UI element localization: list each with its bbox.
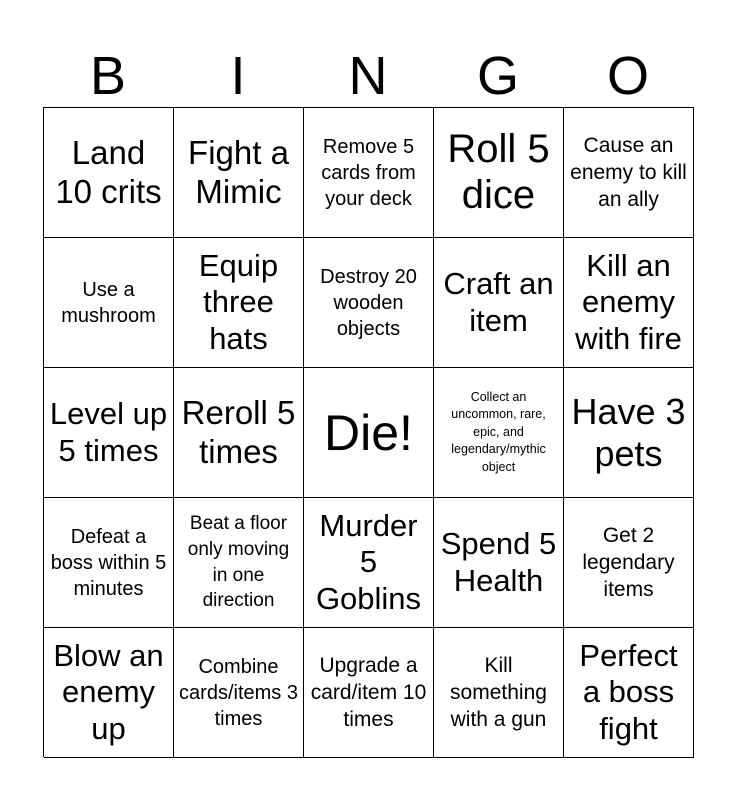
- free-space-cell[interactable]: Die!: [304, 368, 434, 498]
- bingo-cell[interactable]: Land 10 crits: [44, 108, 174, 238]
- bingo-cell[interactable]: Perfect a boss fight: [564, 628, 694, 758]
- bingo-cell[interactable]: Murder 5 Goblins: [304, 498, 434, 628]
- header-letter-g: G: [476, 46, 519, 106]
- bingo-board: [43, 107, 694, 757]
- bingo-cell[interactable]: Cause an enemy to kill an ally: [564, 108, 694, 238]
- bingo-cell[interactable]: Collect an uncommon, rare, epic, and legendary/mythic object: [434, 368, 564, 498]
- bingo-cell[interactable]: Reroll 5 times: [174, 368, 304, 498]
- bingo-cell[interactable]: Get 2 legendary items: [564, 498, 694, 628]
- bingo-cell[interactable]: Kill an enemy with fire: [564, 238, 694, 368]
- header-letter-n: N: [348, 46, 388, 106]
- header-letter-o: O: [606, 46, 649, 106]
- header-letter-i: I: [230, 46, 246, 106]
- header-letter-b: B: [89, 46, 127, 106]
- bingo-cell[interactable]: Have 3 pets: [564, 368, 694, 498]
- bingo-cell[interactable]: Roll 5 dice: [434, 108, 564, 238]
- bingo-cell[interactable]: Craft an item: [434, 238, 564, 368]
- bingo-cell[interactable]: Spend 5 Health: [434, 498, 564, 628]
- bingo-cell[interactable]: Use a mushroom: [44, 238, 174, 368]
- bingo-cell[interactable]: Upgrade a card/item 10 times: [304, 628, 434, 758]
- bingo-cell[interactable]: Defeat a boss within 5 minutes: [44, 498, 174, 628]
- bingo-cell[interactable]: Destroy 20 wooden objects: [304, 238, 434, 368]
- bingo-cell[interactable]: Fight a Mimic: [174, 108, 304, 238]
- bingo-cell[interactable]: Equip three hats: [174, 238, 304, 368]
- bingo-cell[interactable]: Combine cards/items 3 times: [174, 628, 304, 758]
- bingo-cell[interactable]: Blow an enemy up: [44, 628, 174, 758]
- bingo-cell[interactable]: Level up 5 times: [44, 368, 174, 498]
- bingo-cell[interactable]: Remove 5 cards from your deck: [304, 108, 434, 238]
- bingo-cell[interactable]: Beat a floor only moving in one direction: [174, 498, 304, 628]
- bingo-header: [43, 44, 693, 108]
- bingo-cell[interactable]: Kill something with a gun: [434, 628, 564, 758]
